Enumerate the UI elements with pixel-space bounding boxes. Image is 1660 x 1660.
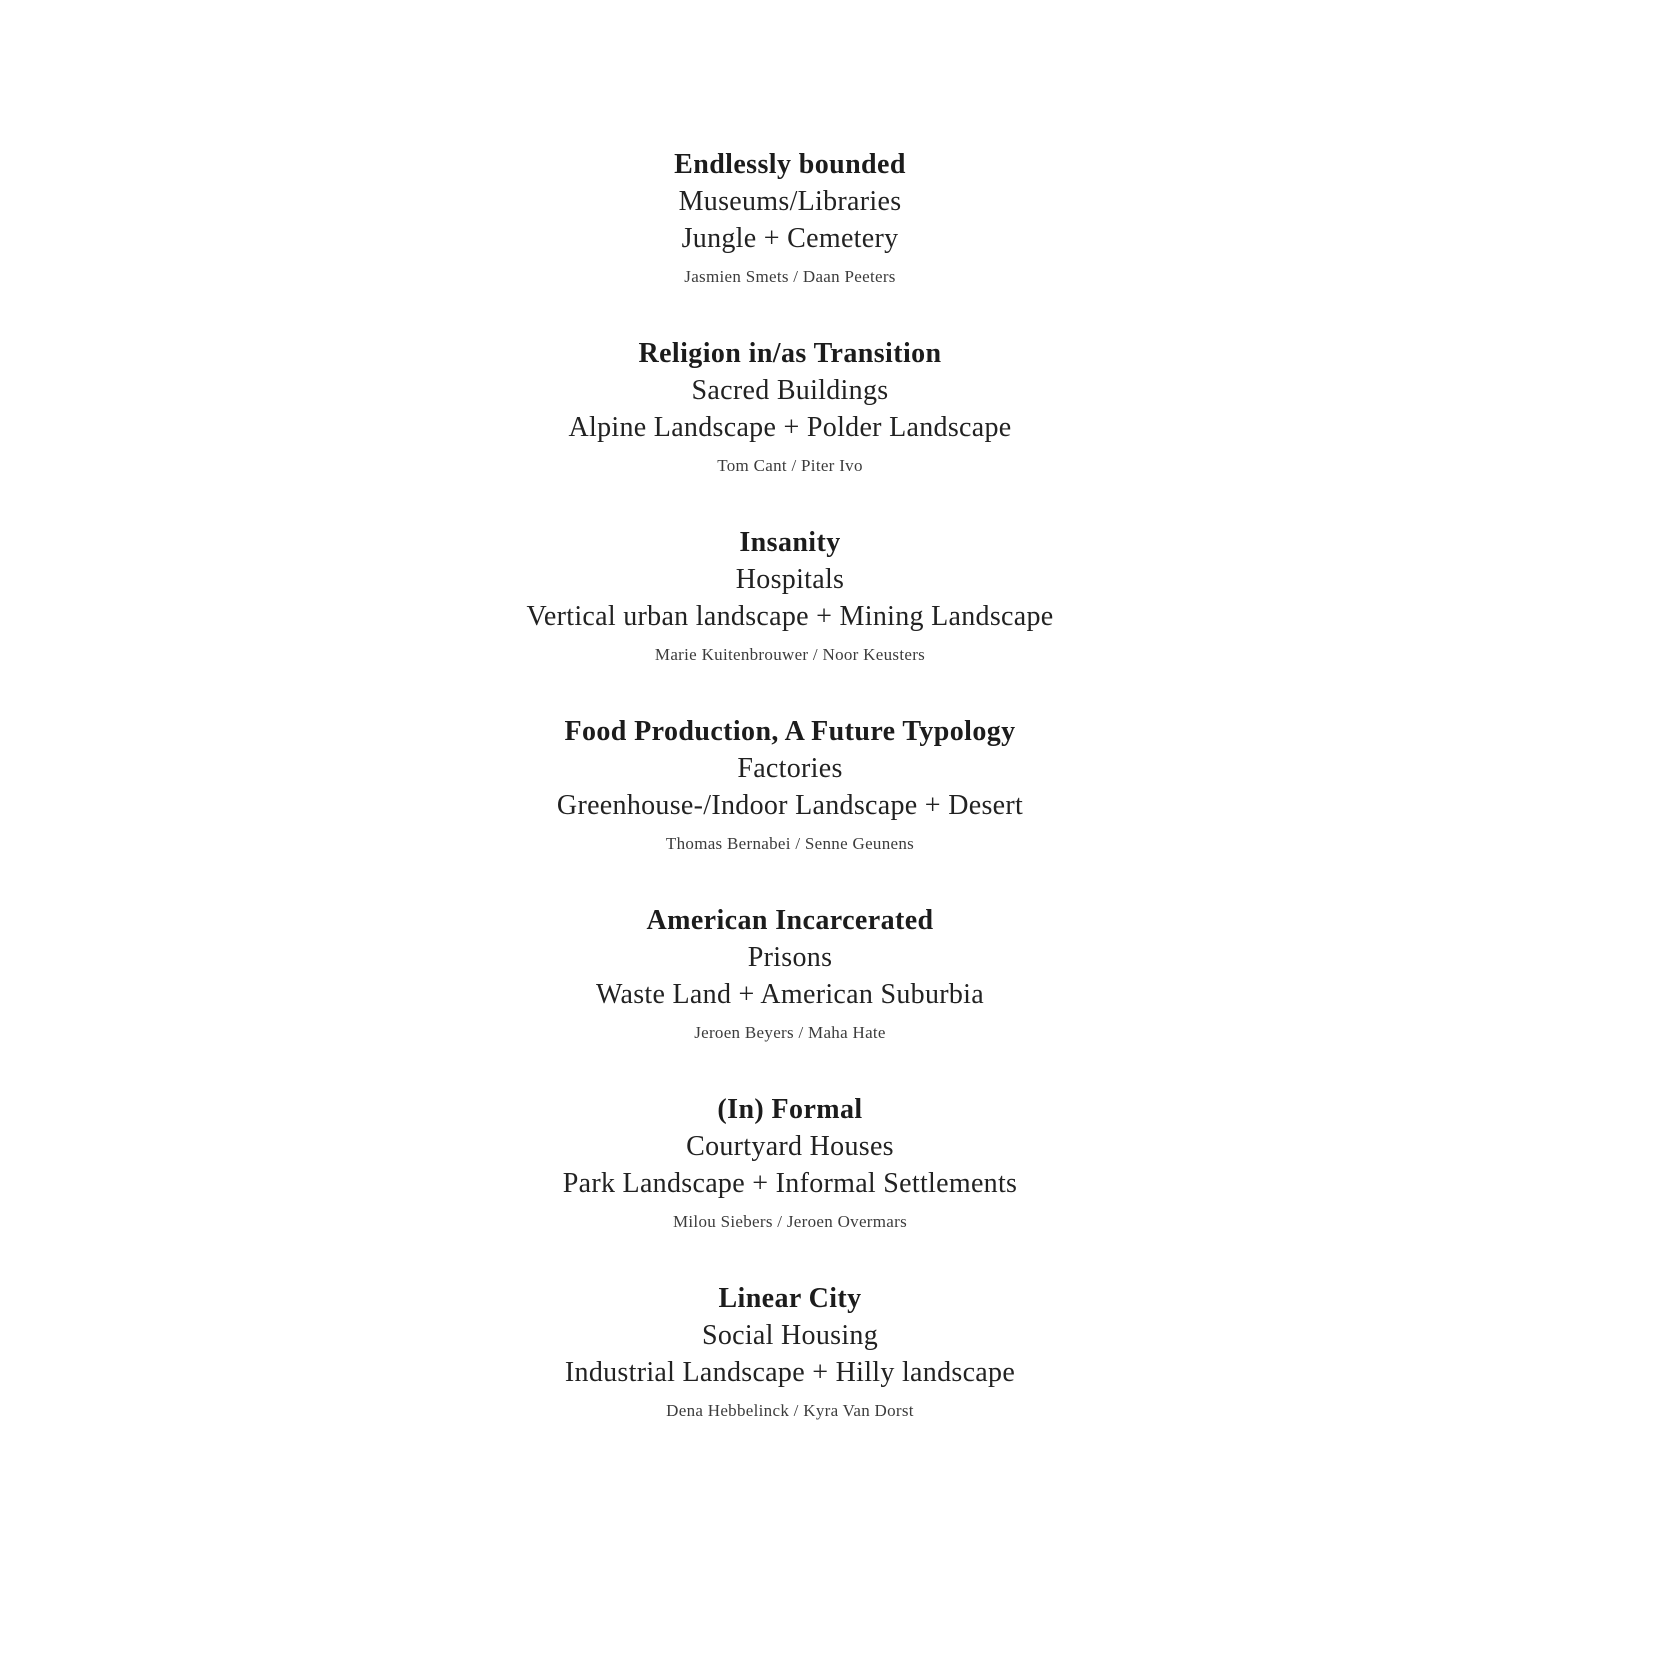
studio-block-american-incarcerated [0,902,1580,1045]
studio-block-religion-in-as-transition [0,335,1580,478]
studio-typology: Museums/Libraries [678,186,902,217]
studio-typology: Courtyard Houses [686,1131,894,1162]
studio-block-insanity [0,524,1580,667]
studio-landscapes: Waste Land + American Suburbia [596,979,984,1010]
studio-authors: Marie Kuitenbrouwer / Noor Keusters [654,645,926,664]
studio-typology: Factories [737,753,843,784]
studio-block-in-formal [0,1091,1580,1234]
studio-title: American Incarcerated [646,905,934,936]
studio-typology: Hospitals [735,564,845,595]
studio-typology: Prisons [747,942,833,973]
studio-landscapes: Alpine Landscape + Polder Landscape [568,412,1012,443]
studio-authors: Jeroen Beyers / Maha Hate [694,1023,886,1042]
studio-title: Linear City [718,1283,862,1314]
studio-typology: Social Housing [701,1320,879,1351]
studio-title: Endlessly bounded [674,149,906,180]
studio-list [0,146,1580,1469]
studio-authors: Dena Hebbelinck / Kyra Van Dorst [666,1401,914,1420]
studio-block-endlessly-bounded [0,146,1580,289]
studio-landscapes: Industrial Landscape + Hilly landscape [564,1357,1016,1388]
studio-landscapes: Jungle + Cemetery [681,223,899,254]
studio-title: (In) Formal [717,1094,863,1125]
studio-landscapes: Vertical urban landscape + Mining Landscape [526,601,1054,632]
studio-authors: Jasmien Smets / Daan Peeters [684,267,896,286]
studio-title: Religion in/as Transition [638,338,942,369]
studio-landscapes: Park Landscape + Informal Settlements [562,1168,1018,1199]
studio-typology: Sacred Buildings [691,375,889,406]
studio-block-food-production [0,713,1580,856]
studio-title: Food Production, A Future Typology [564,716,1016,747]
studio-block-linear-city [0,1280,1580,1423]
studio-authors: Tom Cant / Piter Ivo [717,456,863,475]
studio-landscapes: Greenhouse-/Indoor Landscape + Desert [556,790,1024,821]
studio-title: Insanity [739,527,841,558]
studio-authors: Milou Siebers / Jeroen Overmars [672,1212,908,1231]
studio-authors: Thomas Bernabei / Senne Geunens [665,834,915,853]
